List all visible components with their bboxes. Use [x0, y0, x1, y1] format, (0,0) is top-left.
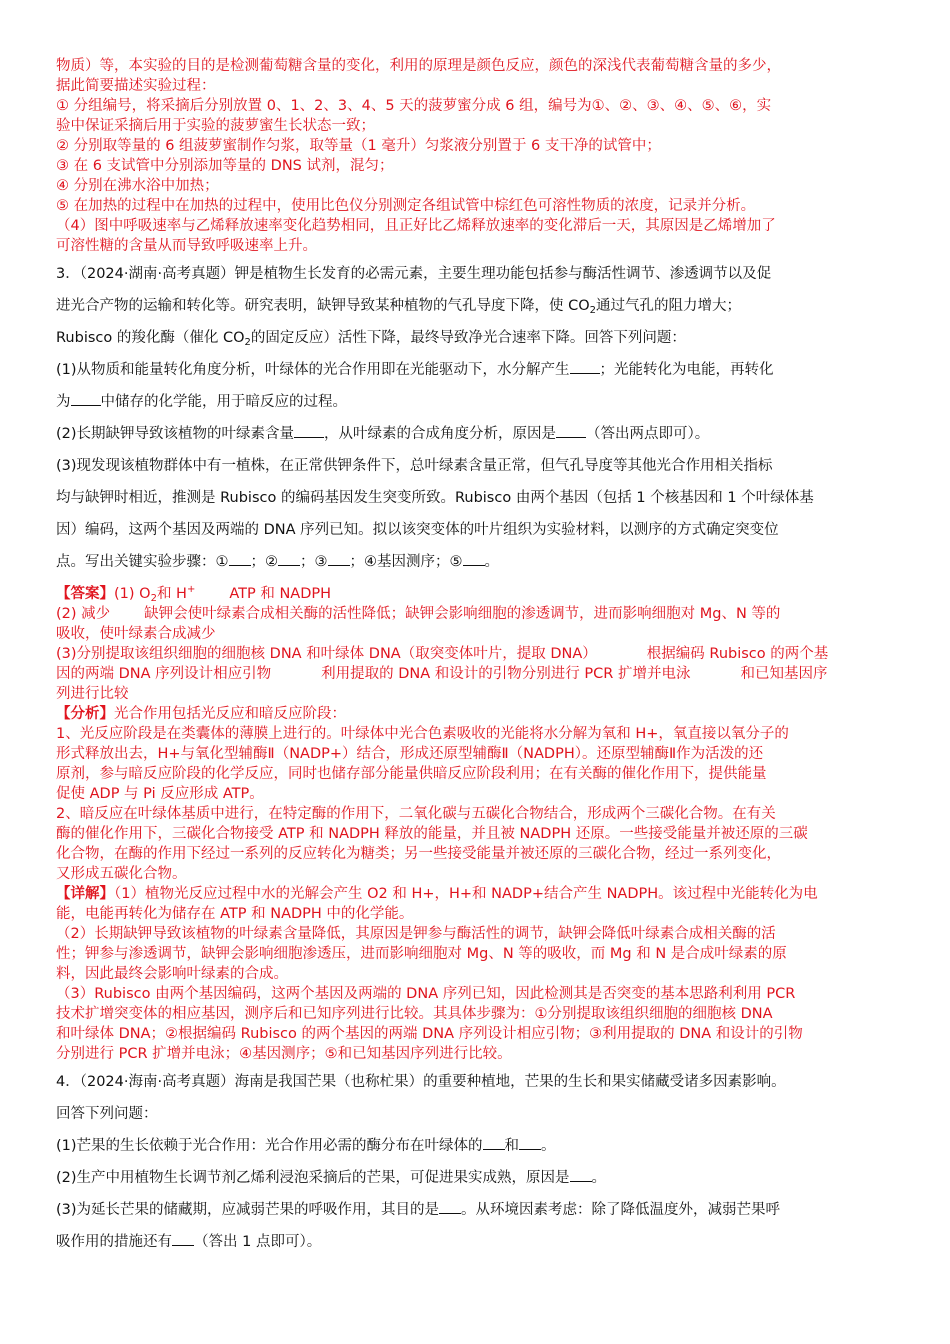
text-line: 据此简要描述实验过程： — [56, 78, 216, 94]
detail-line: 技术扩增突变体的相应基因，测序后和已知序列进行比较。其具体步骤为：①分别提取该组织细胞的细胞核 DNA — [56, 1006, 773, 1022]
text-line: 物质）等，本实验的目的是检测葡萄糖含量的变化，利用的原理是颜色反应，颜色的深浅代表葡萄糖含量的多少， — [56, 58, 781, 74]
question-4-stem-line: 回答下列问题： — [56, 1106, 158, 1122]
detail-line: 性；钾参与渗透调节，缺钾会影响细胞渗透压，进而影响细胞对 Mg、N 等的吸收，而 Mg 和 N 是合成叶绿素的原 — [56, 946, 787, 962]
question-3-part-1-cont: 为 中储存的化学能，用于暗反应的过程。 — [56, 394, 347, 410]
analysis-line: 形式释放出去，H+与氧化型辅酶Ⅱ（NADP+）结合，形成还原型辅酶Ⅱ（NADPH）。还原型辅酶Ⅱ作为活泼的还 — [56, 746, 764, 762]
text-line: ④ 分别在沸水浴中加热； — [56, 178, 219, 194]
text-line: 验中保证采摘后用于实验的菠萝蜜生长状态一致； — [56, 118, 375, 134]
answer-line: (2) 减少 缺钾会使叶绿素合成相关酶的活性降低；缺钾会影响细胞的渗透调节，进而影响细胞对 Mg、N 等的 — [56, 606, 781, 622]
answer-label: 【答案】 — [56, 586, 114, 602]
analysis-line: 【分析】光合作用包括光反应和暗反应阶段： — [56, 706, 346, 722]
answer-line: 吸收，使叶绿素合成减少 — [56, 626, 216, 642]
detail-3 — [56, 884, 904, 1064]
detail-line: （3）Rubisco 由两个基因编码，这两个基因及两端的 DNA 序列已知，因此检测其是否突变的基本思路利利用 PCR — [56, 986, 796, 1002]
analysis-line: 酶的催化作用下，三碳化合物接受 ATP 和 NADPH 释放的能量，并且被 NADPH 还原。一些接受能量并被还原的三碳 — [56, 826, 808, 842]
question-4-part-1: (1)芒果的生长依赖于光合作用：光合作用必需的酶分布在叶绿体的 和 。 — [56, 1138, 556, 1154]
question-4-part-3-cont: 吸作用的措施还有 （答出 1 点即可）。 — [56, 1234, 322, 1250]
question-3-part-1: (1)从物质和能量转化角度分析，叶绿体的光合作用即在光能驱动下，水分解产生 ；光能转化为电能，再转化 — [56, 362, 774, 378]
text-line: ① 分组编号，将采摘后分别放置 0、1、2、3、4、5 天的菠萝蜜分成 6 组，编号为①、②、③、④、⑤、⑥，实 — [56, 98, 772, 114]
question-3-part-3-cont: 点。写出关键实验步骤：① ；② ；③ ；④基因测序；⑤ 。 — [56, 554, 499, 570]
analysis-label: 【分析】 — [56, 706, 114, 722]
question-3-part-3-cont: 均与缺钾时相近，推测是 Rubisco 的编码基因发生突变所致。Rubisco 由两个基因（包括 1 个核基因和 1 个叶绿体基 — [56, 490, 814, 506]
analysis-line: 又形成五碳化合物。 — [56, 866, 187, 882]
analysis-line: 原剂，参与暗反应阶段的化学反应，同时也储存部分能量供暗反应阶段利用；在有关酶的催化作用下，提供能量 — [56, 766, 767, 782]
answer-3 — [56, 584, 904, 704]
detail-label: 【详解】 — [56, 886, 114, 902]
analysis-line: 2、暗反应在叶绿体基质中进行，在特定酶的作用下，二氧化碳与五碳化合物结合，形成两个三碳化合物。在有关 — [56, 806, 776, 822]
question-3-part-3: (3)现发现该植物群体中有一植株，在正常供钾条件下，总叶绿素含量正常，但气孔导度等其他光合作用相关指标 — [56, 458, 773, 474]
text-line: ③ 在 6 支试管中分别添加等量的 DNS 试剂，混匀； — [56, 158, 394, 174]
detail-line: 分别进行 PCR 扩增并电泳；④基因测序；⑤和已知基因序列进行比较。 — [56, 1046, 512, 1062]
text-line: （4）图中呼吸速率与乙烯释放速率变化趋势相同，且正好比乙烯释放速率的变化滞后一天，其原因是乙烯增加了 — [56, 218, 776, 234]
text-line: ② 分别取等量的 6 组菠萝蜜制作匀浆，取等量（1 毫升）匀浆液分别置于 6 支干净的试管中； — [56, 138, 661, 154]
analysis-3 — [56, 704, 904, 884]
detail-line: 【详解】（1）植物光反应过程中水的光解会产生 O2 和 H+，H+和 NADP+结合产生 NADPH。该过程中光能转化为电 — [56, 886, 818, 902]
answer-line: 列进行比较 — [56, 686, 129, 702]
text-line: ⑤ 在加热的过程中在加热的过程中，使用比色仪分别测定各组试管中棕红色可溶性物质的浓度，记录并分析。 — [56, 198, 756, 214]
question-4 — [56, 1066, 904, 1258]
answer-line: 【答案】(1) $O_2$和 H+ ATP 和 NADPH — [56, 584, 332, 604]
analysis-line: 1、光反应阶段是在类囊体的薄膜上进行的。叶绿体中光合色素吸收的光能将水分解为氧和 H+，氧直接以氧分子的 — [56, 726, 789, 742]
answer-line: 因的两端 DNA 序列设计相应引物 利用提取的 DNA 和设计的引物分别进行 PCR 扩增并电泳 和已知基因序 — [56, 666, 828, 682]
detail-line: 能，电能再转化为储存在 ATP 和 NADPH 中的化学能。 — [56, 906, 414, 922]
detail-line: 料，因此最终会影响叶绿素的合成。 — [56, 966, 288, 982]
question-3-stem-line: 3．（2024·湖南·高考真题）钾是植物生长发育的必需元素，主要生理功能包括参与酶活性调节、渗透调节以及促 — [56, 266, 772, 282]
question-3-stem-line: 进光合产物的运输和转化等。研究表明，缺钾导致某种植物的气孔导度下降，使 $CO_2$通过气孔的阻力增大； — [56, 298, 742, 316]
question-4-part-2: (2)生产中用植物生长调节剂乙烯利浸泡采摘后的芒果，可促进果实成熟，原因是 。 — [56, 1170, 607, 1186]
question-3-part-3-cont: 因）编码，这两个基因及两端的 DNA 序列已知。拟以该突变体的叶片组织为实验材料，以测序的方式确定突变位 — [56, 522, 779, 538]
text-line: 可溶性糖的含量从而导致呼吸速率上升。 — [56, 238, 317, 254]
question-4-stem-line: 4．（2024·海南·高考真题）海南是我国芒果（也称杧果）的重要种植地，芒果的生长和果实储藏受诸多因素影响。 — [56, 1074, 786, 1090]
answer-line: (3)分别提取该组织细胞的细胞核 DNA 和叶绿体 DNA（取突变体叶片，提取 DNA） 根据编码 Rubisco 的两个基 — [56, 646, 829, 662]
detail-line: 和叶绿体 DNA；②根据编码 Rubisco 的两个基因的两端 DNA 序列设计相应引物；③利用提取的 DNA 和设计的引物 — [56, 1026, 803, 1042]
question-4-part-3: (3)为延长芒果的储藏期，应减弱芒果的呼吸作用，其目的是 。从环境因素考虑：除了降低温度外，减弱芒果呼 — [56, 1202, 781, 1218]
question-3-part-2: (2)长期缺钾导致该植物的叶绿素含量 ，从叶绿素的合成角度分析，原因是 （答出两点即可）。 — [56, 426, 710, 442]
question-3 — [56, 258, 904, 578]
analysis-line: 促使 ADP 与 Pi 反应形成 ATP。 — [56, 786, 264, 802]
question-3-stem-line: Rubisco 的羧化酶（催化 $CO_2$的固定反应）活性下降，最终导致净光合速率下降。回答下列问题： — [56, 330, 686, 348]
analysis-line: 化合物，在酶的作用下经过一系列的反应转化为糖类；另一些接受能量并被还原的三碳化合物，经过一系列变化， — [56, 846, 781, 862]
previous-answer-continuation — [56, 56, 904, 256]
detail-line: （2）长期缺钾导致该植物的叶绿素含量降低，其原因是钾参与酶活性的调节，缺钾会降低叶绿素合成相关酶的活 — [56, 926, 776, 942]
